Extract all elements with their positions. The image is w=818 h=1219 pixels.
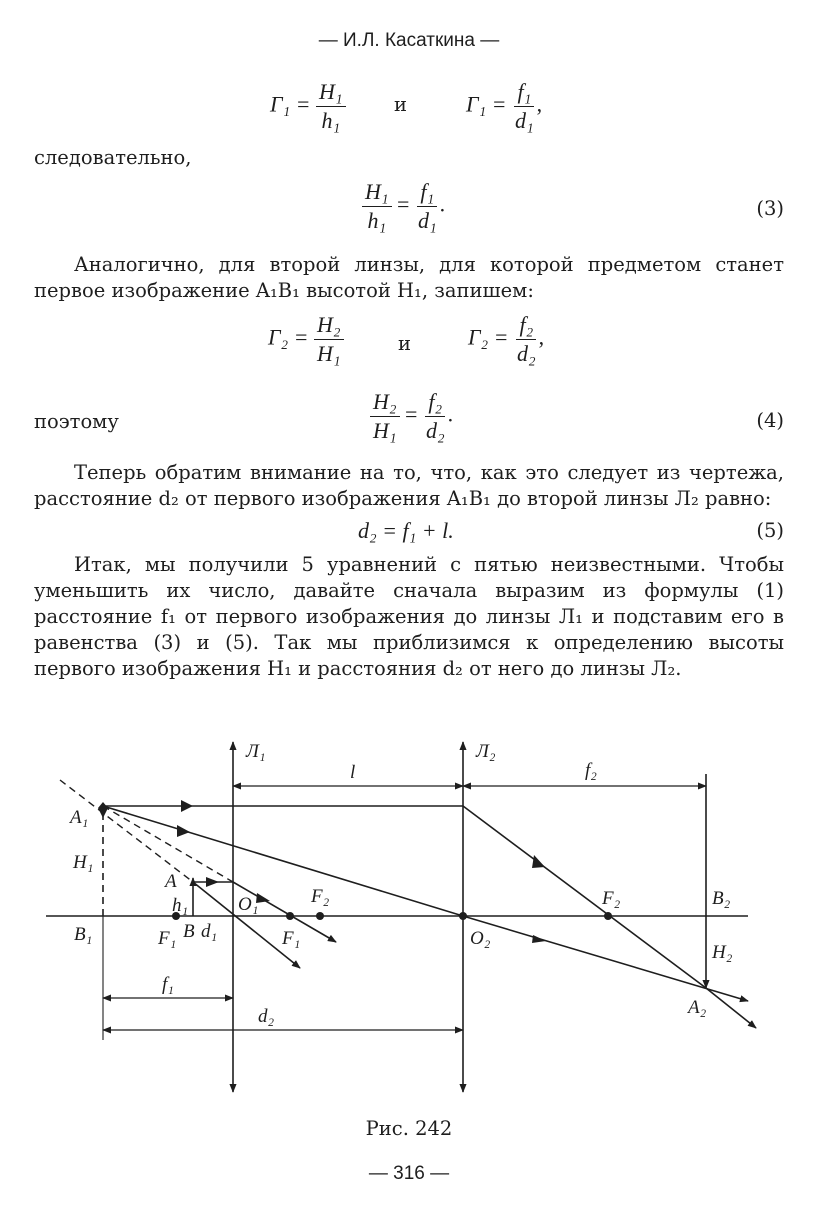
equation-3: $\frac{\text{H₁}}{\text{h₁}}$ = $\frac{\text{f₁}}{\text{d₁}}$ . [362, 180, 445, 233]
numerator: H₁ [362, 180, 392, 207]
numerator: H₁ [316, 80, 346, 107]
equation-number-5: (5) [756, 519, 784, 542]
equation-gamma1-heights [270, 80, 346, 133]
fraction [314, 313, 344, 366]
label-B1: B₁ [74, 924, 93, 945]
denominator: d₂ [517, 341, 536, 366]
fraction [423, 390, 448, 443]
numerator: f₁ [417, 180, 437, 207]
label-d2-bottom: d₂ [258, 1006, 275, 1027]
numerator: H₂ [314, 313, 344, 340]
denominator: H₁ [373, 418, 397, 443]
label-lens1: Л₁ [246, 741, 266, 762]
label-F1-right: F₁ [282, 928, 301, 949]
eq-tail: . [439, 191, 446, 217]
conjunction-and-2: и [398, 332, 411, 355]
label-f2-top: f₂ [585, 760, 597, 781]
fraction [514, 313, 539, 366]
focus-f1-right [286, 912, 294, 920]
label-l: l [350, 762, 356, 783]
equation-5: d₂ = f₁ + l. [358, 518, 454, 543]
equation-number-3: (3) [756, 197, 784, 220]
eq-tail: . [447, 401, 454, 427]
optical-center-o2 [459, 912, 467, 920]
numerator: H₂ [370, 390, 400, 417]
focus-f2-left [316, 912, 324, 920]
eq-lhs: Γ₁ = [270, 91, 311, 117]
word-poetomu: поэтому [34, 410, 119, 433]
label-B: B [183, 921, 195, 942]
label-B2: B₂ [712, 888, 731, 909]
optics-diagram [0, 720, 818, 1110]
label-lens2: Л₂ [476, 741, 496, 762]
fraction [512, 80, 537, 133]
paragraph-itak: Итак, мы получили 5 уравнений с пятью неизвестными. Чтобы уменьшить их число, давайте сначала выразим из формулы (1) расстояние f₁ от первого изображения до линзы Л₁ и подставим его в равенства (3) и (5). Так мы приблизимся к определению высоты первого изображения H₁ и расстояния d₂ от него до линзы Л₂. [34, 553, 784, 680]
label-h1: h₁ [172, 895, 189, 916]
focus-f2-right [604, 912, 612, 920]
label-F2-right: F₂ [602, 888, 621, 909]
denominator: d₁ [515, 108, 534, 133]
equation-gamma1-distances [466, 80, 542, 133]
fraction [370, 390, 400, 443]
eq-lhs: Γ₂ = [468, 324, 509, 350]
label-A: A [165, 871, 177, 892]
paragraph-analogichno: Аналогично, для второй линзы, для которой предметом станет первое изображение A₁B₁ высотой H₁, запишем: [34, 253, 784, 302]
conjunction-and: и [394, 93, 407, 116]
fraction [415, 180, 440, 233]
equation-gamma2-distances [468, 313, 544, 366]
figure-caption: Рис. 242 [365, 1117, 453, 1140]
label-H2: H₂ [712, 942, 733, 963]
eq-lhs: Γ₁ = [466, 91, 507, 117]
label-O1: O₁ [238, 894, 259, 915]
label-A1: A₁ [70, 807, 89, 828]
equation-number-4: (4) [756, 409, 784, 432]
label-O2: O₂ [470, 928, 491, 949]
page-number: — 316 — [368, 1163, 450, 1184]
eq-tail: , [538, 324, 545, 350]
label-F2-left: F₂ [311, 886, 330, 907]
denominator: d₂ [425, 418, 445, 443]
label-H1: H₁ [73, 852, 94, 873]
label-A2: A₂ [688, 997, 707, 1018]
eq-tail: , [536, 91, 543, 117]
label-f1-bottom: f₁ [162, 974, 174, 995]
denominator: h₁ [321, 108, 341, 133]
fraction [362, 180, 392, 233]
word-sledovatelno: следовательно, [34, 146, 192, 169]
denominator: d₁ [417, 208, 437, 233]
label-d1: d₁ [201, 921, 218, 942]
paragraph-teper: Теперь обратим внимание на то, что, как это следует из чертежа, расстояние d₂ от первого изображения A₁B₁ до второй линзы Л₂ равно: [34, 461, 784, 510]
denominator: h₁ [367, 208, 387, 233]
label-F1-left: F₁ [158, 928, 177, 949]
equation-4: $\frac{\text{H₂}}{\text{H₁}}$ = $\frac{\text{f₂}}{\text{d₂}}$ . [370, 390, 453, 443]
denominator: H₁ [317, 341, 341, 366]
numerator: f₂ [425, 390, 445, 417]
numerator: f₂ [516, 313, 536, 340]
running-header: — И.Л. Касаткина — [318, 30, 500, 51]
numerator: f₁ [514, 80, 534, 107]
equation-gamma2-heights [268, 313, 344, 366]
ray-through-o2 [103, 806, 463, 916]
fraction [316, 80, 346, 133]
eq-lhs: Γ₂ = [268, 324, 309, 350]
